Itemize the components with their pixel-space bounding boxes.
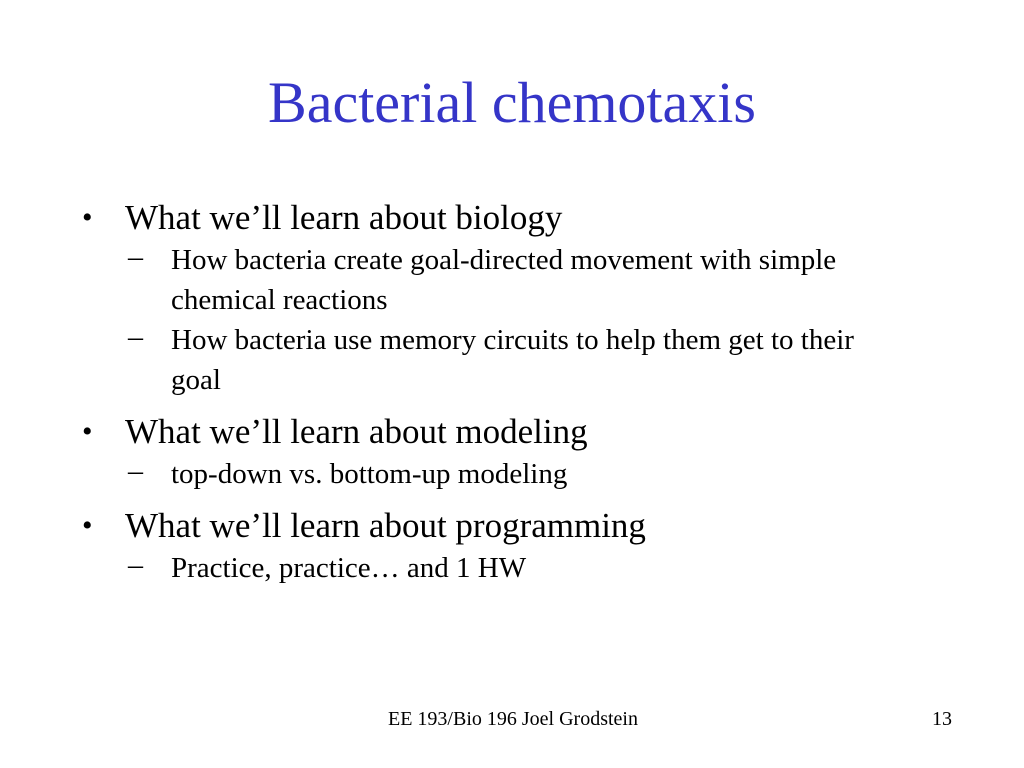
- sub-text: How bacteria create goal-directed movement with simple chemical reactions: [171, 244, 837, 316]
- sub-item: [128, 320, 911, 400]
- bullet-icon: •: [82, 415, 93, 448]
- bullet-item: [82, 196, 962, 240]
- dash-icon: –: [128, 548, 143, 581]
- sub-list: [82, 548, 962, 588]
- dash-icon: –: [128, 240, 143, 273]
- sub-item: [128, 548, 911, 588]
- sub-item: [128, 454, 911, 494]
- dash-icon: –: [128, 320, 143, 353]
- page-number: 13: [932, 708, 952, 730]
- slide-title: Bacterial chemotaxis: [268, 70, 756, 135]
- bullet-icon: •: [82, 509, 93, 542]
- bullet-item: [82, 410, 962, 454]
- sub-text: How bacteria use memory circuits to help them get to their goal: [171, 324, 854, 396]
- sub-item: [128, 240, 911, 320]
- sub-list: [82, 454, 962, 494]
- sub-text: Practice, practice… and 1 HW: [171, 552, 527, 584]
- bullet-item: [82, 504, 962, 548]
- bullet-text: What we’ll learn about biology: [125, 198, 563, 237]
- bullet-icon: •: [82, 201, 93, 234]
- bullet-text: What we’ll learn about programming: [125, 506, 646, 545]
- dash-icon: –: [128, 454, 143, 487]
- bullet-text: What we’ll learn about modeling: [125, 412, 588, 451]
- sub-list: [82, 240, 962, 400]
- sub-text: top-down vs. bottom-up modeling: [171, 458, 568, 490]
- footer-text: EE 193/Bio 196 Joel Grodstein: [388, 708, 638, 730]
- slide-content: [82, 196, 962, 588]
